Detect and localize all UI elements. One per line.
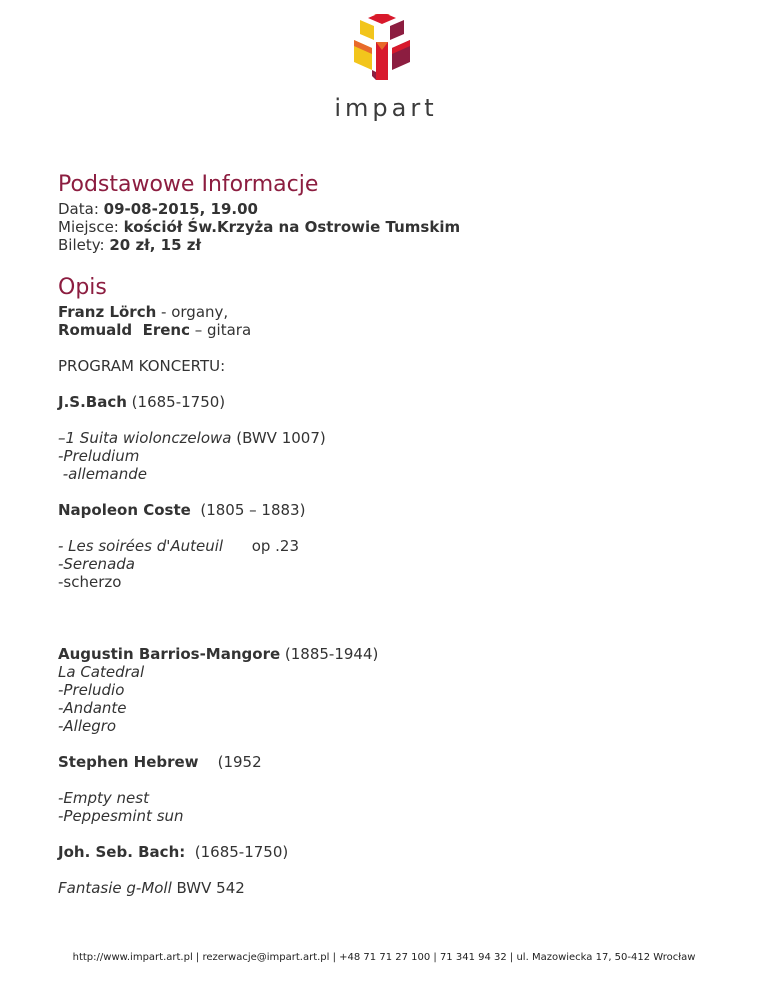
piece-line: -Peppesmint sun: [58, 807, 184, 825]
place-line: [58, 218, 738, 236]
date-label: Data:: [58, 200, 104, 218]
performer-line: [58, 321, 738, 339]
place-label: Miejsce:: [58, 218, 124, 236]
piece-line: -Serenada: [58, 555, 135, 573]
performer-name: Romuald Erenc: [58, 321, 190, 339]
composer-line: [58, 843, 738, 861]
impart-cube-icon: [352, 14, 412, 82]
composer-years: (1885-1944): [280, 645, 379, 663]
date-line: [58, 200, 738, 218]
place-value: kościół Św.Krzyża na Ostrowie Tumskim: [123, 218, 461, 236]
composer-name: Napoleon Coste: [58, 501, 191, 519]
piece-line: [58, 879, 738, 897]
piece-detail: BWV 542: [171, 879, 245, 897]
piece-line: -Allegro: [58, 717, 117, 735]
composer-years: (1805 – 1883): [190, 501, 306, 519]
piece-line: -Andante: [58, 699, 127, 717]
impart-logo: [330, 14, 442, 122]
piece-detail: op .23: [223, 537, 300, 555]
composer-line: [58, 501, 738, 519]
tickets-label: Bilety:: [58, 236, 110, 254]
composer-name: Augustin Barrios-Mangore: [58, 645, 281, 663]
composer-years: (1685-1750): [126, 393, 226, 411]
piece-title: - Les soirées d'Auteuil: [58, 537, 224, 555]
performer-line: [58, 303, 738, 321]
piece-line: -Preludium: [58, 447, 140, 465]
composer-line: [58, 753, 738, 771]
performer-role: - organy,: [156, 303, 229, 321]
date-value: 09-08-2015, 19.00: [103, 200, 258, 218]
composer-line: [58, 393, 738, 411]
info-heading: Podstawowe Informacje: [58, 172, 319, 197]
piece-line: [58, 429, 738, 447]
piece-title: –1 Suita wiolonczelowa: [58, 429, 232, 447]
composer-years: (1952: [198, 753, 262, 771]
performer-name: Franz Lörch: [58, 303, 157, 321]
performer-role: – gitara: [190, 321, 252, 339]
tickets-line: [58, 236, 738, 254]
event-content: [58, 170, 738, 897]
opis-heading: Opis: [58, 275, 107, 300]
piece-detail: (BWV 1007): [231, 429, 326, 447]
piece-title: Fantasie g-Moll: [58, 879, 172, 897]
piece-line: [58, 537, 738, 555]
composer-years: (1685-1750): [185, 843, 289, 861]
page-footer: http://www.impart.art.pl | rezerwacje@impart.art.pl | +48 71 71 27 100 | 71 341 94 32 | ul. Mazowiecka 17, 50-412 Wrocław: [72, 952, 696, 963]
piece-line: -Preludio: [58, 681, 125, 699]
piece-line: La Catedral: [58, 663, 145, 681]
piece-line: -allemande: [58, 465, 147, 483]
program-heading: PROGRAM KONCERTU:: [58, 357, 226, 375]
composer-name: Joh. Seb. Bach:: [58, 843, 186, 861]
piece-line: -Empty nest: [58, 789, 149, 807]
piece-line: -scherzo: [58, 573, 122, 591]
tickets-value: 20 zł, 15 zł: [109, 236, 202, 254]
logo-wordmark: impart: [334, 94, 438, 122]
composer-name: J.S.Bach: [58, 393, 127, 411]
composer-name: Stephen Hebrew: [58, 753, 199, 771]
composer-line: [58, 645, 738, 663]
